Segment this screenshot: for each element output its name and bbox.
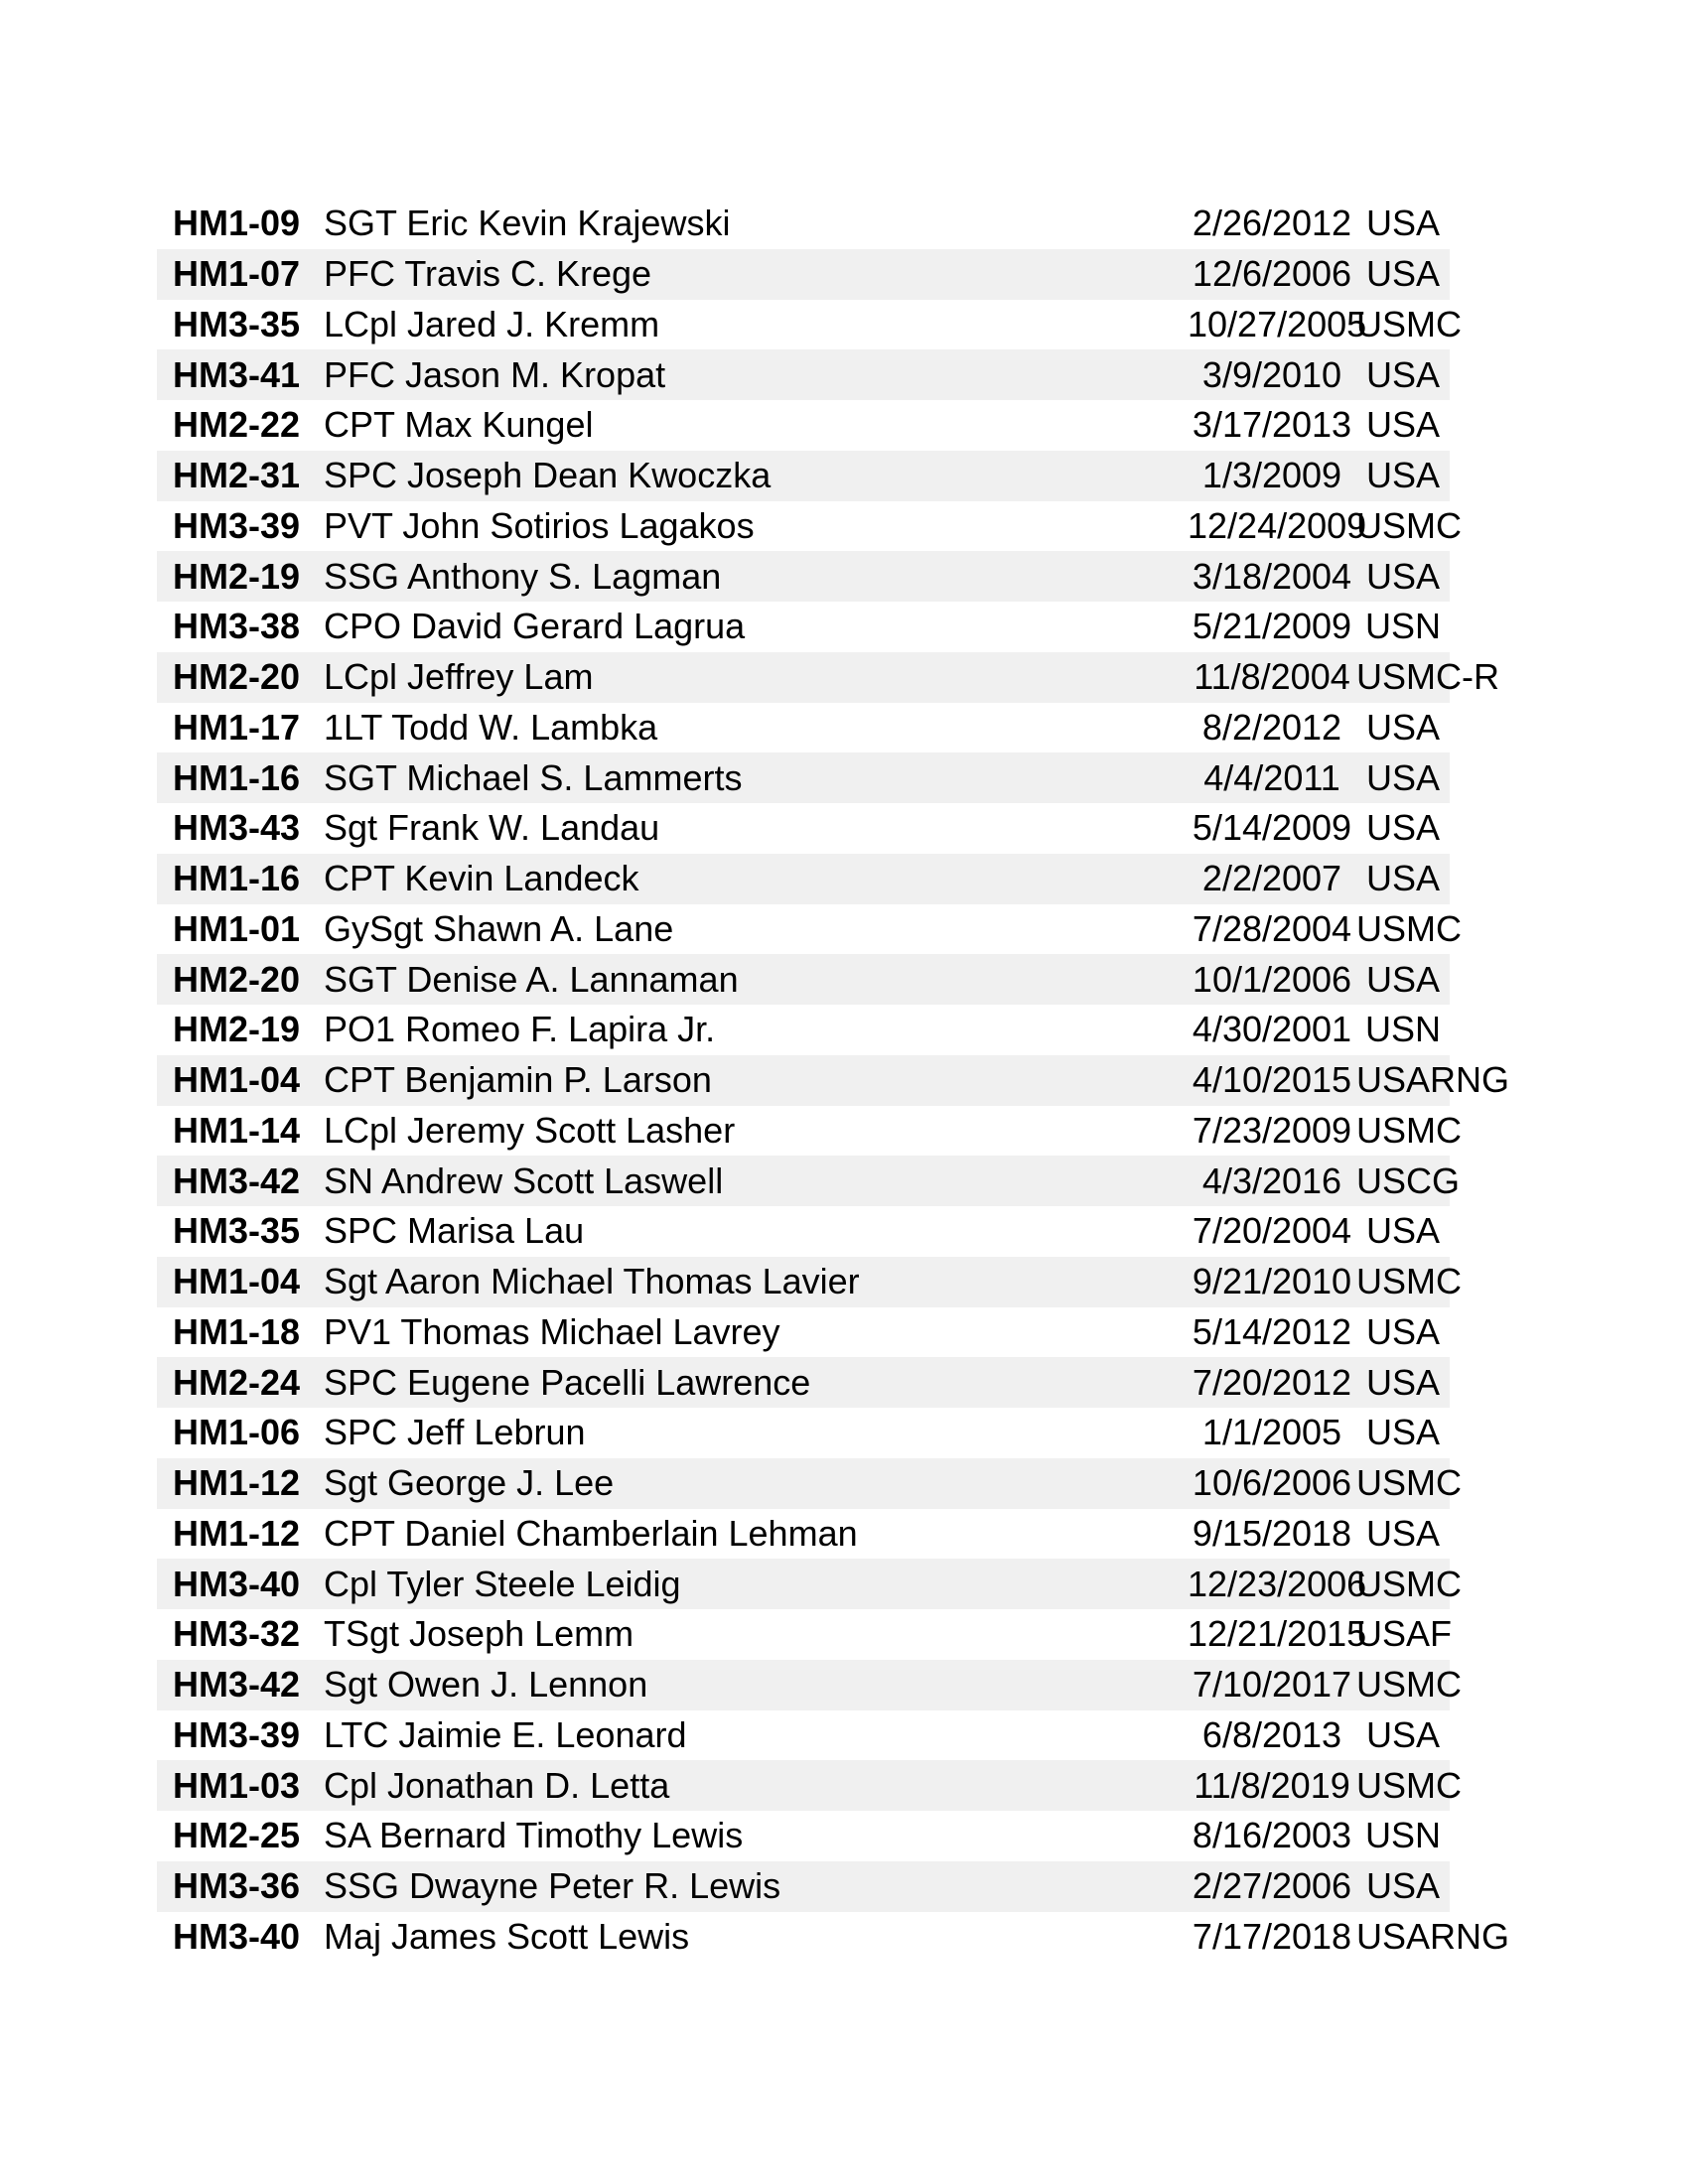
table-row bbox=[157, 602, 1450, 652]
service-member-name: CPT Benjamin P. Larson bbox=[324, 1059, 712, 1101]
date: 9/21/2010 bbox=[1192, 1261, 1352, 1302]
table-row bbox=[157, 451, 1450, 501]
branch: USA bbox=[1365, 353, 1441, 395]
panel-code: HM2-22 bbox=[173, 404, 301, 446]
table-row bbox=[157, 1106, 1462, 1157]
panel-code: HM2-25 bbox=[173, 1815, 301, 1856]
date: 5/21/2009 bbox=[1192, 606, 1352, 647]
branch: USA bbox=[1365, 404, 1441, 446]
table-row bbox=[157, 1005, 1450, 1055]
branch: USA bbox=[1365, 807, 1441, 849]
branch: USA bbox=[1365, 756, 1441, 798]
table-row bbox=[157, 1559, 1462, 1609]
table-row bbox=[157, 1609, 1453, 1660]
table-row bbox=[157, 1055, 1510, 1106]
service-member-name: Sgt Aaron Michael Thomas Lavier bbox=[324, 1261, 860, 1302]
date: 9/15/2018 bbox=[1192, 1512, 1352, 1554]
date: 1/1/2005 bbox=[1201, 1412, 1342, 1453]
panel-code: HM1-07 bbox=[173, 253, 301, 295]
service-member-name: Maj James Scott Lewis bbox=[324, 1915, 690, 1957]
panel-code: HM1-16 bbox=[173, 858, 301, 899]
service-member-name: SGT Eric Kevin Krajewski bbox=[324, 203, 731, 244]
panel-code: HM3-42 bbox=[173, 1160, 301, 1201]
date: 10/1/2006 bbox=[1192, 958, 1352, 1000]
service-member-name: SSG Dwayne Peter R. Lewis bbox=[324, 1865, 781, 1907]
date: 4/30/2001 bbox=[1192, 1009, 1352, 1050]
branch: USA bbox=[1365, 203, 1441, 244]
branch: USN bbox=[1364, 1815, 1441, 1856]
table-row bbox=[157, 1357, 1450, 1408]
table-row bbox=[157, 1257, 1462, 1307]
service-member-name: 1LT Todd W. Lambka bbox=[324, 706, 658, 748]
table-row bbox=[157, 1408, 1450, 1458]
service-member-name: PVT John Sotirios Lagakos bbox=[324, 504, 755, 546]
panel-code: HM2-19 bbox=[173, 555, 301, 597]
table-row bbox=[157, 551, 1450, 602]
branch: USA bbox=[1365, 455, 1441, 496]
date: 8/2/2012 bbox=[1201, 706, 1342, 748]
table-row bbox=[157, 249, 1450, 300]
branch: USA bbox=[1365, 958, 1441, 1000]
branch: USMC bbox=[1356, 1563, 1462, 1604]
table-row bbox=[157, 1458, 1462, 1509]
service-member-name: Cpl Tyler Steele Leidig bbox=[324, 1563, 681, 1604]
table-row bbox=[157, 854, 1450, 904]
date: 8/16/2003 bbox=[1192, 1815, 1352, 1856]
service-member-name: LTC Jaimie E. Leonard bbox=[324, 1713, 687, 1755]
branch: USMC bbox=[1356, 1462, 1462, 1504]
panel-code: HM2-24 bbox=[173, 1361, 301, 1403]
service-member-name: SN Andrew Scott Laswell bbox=[324, 1160, 724, 1201]
panel-code: HM3-35 bbox=[173, 303, 301, 344]
date: 12/6/2006 bbox=[1192, 253, 1352, 295]
table-row bbox=[157, 904, 1462, 955]
branch: USA bbox=[1365, 555, 1441, 597]
table-row bbox=[157, 1760, 1462, 1811]
date: 2/26/2012 bbox=[1192, 203, 1352, 244]
panel-code: HM1-17 bbox=[173, 706, 301, 748]
date: 7/28/2004 bbox=[1192, 907, 1352, 949]
service-member-name: SPC Joseph Dean Kwoczka bbox=[324, 455, 772, 496]
service-member-name: Sgt Frank W. Landau bbox=[324, 807, 660, 849]
panel-code: HM3-32 bbox=[173, 1613, 301, 1655]
table-row bbox=[157, 954, 1450, 1005]
branch: USA bbox=[1365, 858, 1441, 899]
table-row bbox=[157, 1811, 1450, 1861]
table-row bbox=[157, 1660, 1462, 1710]
table-row bbox=[157, 1912, 1510, 1963]
table-row bbox=[157, 300, 1462, 350]
service-member-name: SA Bernard Timothy Lewis bbox=[324, 1815, 744, 1856]
service-member-name: TSgt Joseph Lemm bbox=[324, 1613, 634, 1655]
panel-code: HM3-41 bbox=[173, 353, 301, 395]
branch: USA bbox=[1365, 1512, 1441, 1554]
panel-code: HM1-18 bbox=[173, 1310, 301, 1352]
table-row bbox=[157, 349, 1450, 400]
service-member-name: LCpl Jeffrey Lam bbox=[324, 656, 594, 698]
date: 4/4/2011 bbox=[1203, 756, 1340, 798]
branch: USA bbox=[1365, 1210, 1441, 1252]
table-row bbox=[157, 1307, 1450, 1358]
service-member-name: Sgt George J. Lee bbox=[324, 1462, 615, 1504]
panel-code: HM3-39 bbox=[173, 1713, 301, 1755]
branch: USMC bbox=[1356, 1109, 1462, 1151]
branch: USA bbox=[1365, 1865, 1441, 1907]
service-member-name: Cpl Jonathan D. Letta bbox=[324, 1764, 670, 1806]
table-row bbox=[157, 752, 1450, 803]
panel-code: HM3-36 bbox=[173, 1865, 301, 1907]
service-member-name: Sgt Owen J. Lennon bbox=[324, 1664, 648, 1706]
panel-code: HM1-09 bbox=[173, 203, 301, 244]
date: 7/10/2017 bbox=[1192, 1664, 1352, 1706]
date: 1/3/2009 bbox=[1201, 455, 1342, 496]
date: 12/21/2015 bbox=[1188, 1613, 1367, 1655]
branch: USA bbox=[1365, 1713, 1441, 1755]
branch: USN bbox=[1364, 1009, 1441, 1050]
panel-code: HM2-19 bbox=[173, 1009, 301, 1050]
branch: USN bbox=[1364, 606, 1441, 647]
branch: USARNG bbox=[1356, 1059, 1510, 1101]
date: 11/8/2004 bbox=[1194, 656, 1350, 698]
panel-code: HM3-38 bbox=[173, 606, 301, 647]
table-row bbox=[157, 1509, 1450, 1560]
date: 4/3/2016 bbox=[1201, 1160, 1342, 1201]
date: 7/23/2009 bbox=[1192, 1109, 1352, 1151]
table-row bbox=[157, 1710, 1450, 1761]
date: 3/18/2004 bbox=[1192, 555, 1352, 597]
service-member-name: LCpl Jeremy Scott Lasher bbox=[324, 1109, 736, 1151]
date: 10/27/2005 bbox=[1188, 303, 1367, 344]
panel-code: HM3-43 bbox=[173, 807, 301, 849]
service-member-name: SPC Eugene Pacelli Lawrence bbox=[324, 1361, 811, 1403]
date: 10/6/2006 bbox=[1192, 1462, 1352, 1504]
date: 7/17/2018 bbox=[1192, 1915, 1352, 1957]
service-member-name: PO1 Romeo F. Lapira Jr. bbox=[324, 1009, 716, 1050]
branch: USMC bbox=[1356, 1664, 1462, 1706]
panel-code: HM1-04 bbox=[173, 1261, 301, 1302]
service-member-name: SSG Anthony S. Lagman bbox=[324, 555, 722, 597]
branch: USMC bbox=[1356, 303, 1462, 344]
service-member-name: PFC Travis C. Krege bbox=[324, 253, 652, 295]
panel-code: HM1-12 bbox=[173, 1512, 301, 1554]
date: 4/10/2015 bbox=[1192, 1059, 1352, 1101]
table-row bbox=[157, 803, 1450, 854]
branch: USMC bbox=[1356, 504, 1462, 546]
table-row bbox=[157, 1206, 1450, 1257]
panel-code: HM1-03 bbox=[173, 1764, 301, 1806]
panel-code: HM3-35 bbox=[173, 1210, 301, 1252]
service-member-name: CPO David Gerard Lagrua bbox=[324, 606, 746, 647]
service-member-name: SGT Denise A. Lannaman bbox=[324, 958, 739, 1000]
date: 12/24/2009 bbox=[1188, 504, 1367, 546]
date: 12/23/2006 bbox=[1188, 1563, 1367, 1604]
service-member-name: LCpl Jared J. Kremm bbox=[324, 303, 660, 344]
panel-code: HM2-20 bbox=[173, 958, 301, 1000]
date: 11/8/2019 bbox=[1194, 1764, 1350, 1806]
date: 7/20/2004 bbox=[1192, 1210, 1352, 1252]
date: 2/2/2007 bbox=[1201, 858, 1342, 899]
service-member-name: CPT Daniel Chamberlain Lehman bbox=[324, 1512, 858, 1554]
service-member-name: PFC Jason M. Kropat bbox=[324, 353, 666, 395]
date: 5/14/2009 bbox=[1192, 807, 1352, 849]
panel-code: HM3-42 bbox=[173, 1664, 301, 1706]
service-member-name: CPT Max Kungel bbox=[324, 404, 594, 446]
date: 3/17/2013 bbox=[1192, 404, 1352, 446]
table-row bbox=[157, 501, 1462, 552]
table-row bbox=[157, 652, 1499, 703]
date: 7/20/2012 bbox=[1192, 1361, 1352, 1403]
service-member-name: PV1 Thomas Michael Lavrey bbox=[324, 1310, 780, 1352]
service-member-name: SGT Michael S. Lammerts bbox=[324, 756, 743, 798]
panel-code: HM3-39 bbox=[173, 504, 301, 546]
table-row bbox=[157, 400, 1450, 451]
branch: USARNG bbox=[1356, 1915, 1510, 1957]
panel-code: HM1-04 bbox=[173, 1059, 301, 1101]
panel-code: HM2-20 bbox=[173, 656, 301, 698]
service-member-name: GySgt Shawn A. Lane bbox=[324, 907, 674, 949]
date: 6/8/2013 bbox=[1201, 1713, 1342, 1755]
branch: USMC-R bbox=[1356, 656, 1499, 698]
panel-code: HM1-01 bbox=[173, 907, 301, 949]
date: 3/9/2010 bbox=[1201, 353, 1342, 395]
panel-code: HM3-40 bbox=[173, 1563, 301, 1604]
panel-code: HM3-40 bbox=[173, 1915, 301, 1957]
branch: USA bbox=[1365, 1310, 1441, 1352]
branch: USCG bbox=[1356, 1160, 1461, 1201]
service-member-name: SPC Jeff Lebrun bbox=[324, 1412, 586, 1453]
table-row bbox=[157, 1861, 1450, 1912]
table-row bbox=[157, 703, 1450, 753]
panel-code: HM2-31 bbox=[173, 455, 301, 496]
date: 2/27/2006 bbox=[1192, 1865, 1352, 1907]
panel-code: HM1-14 bbox=[173, 1109, 301, 1151]
service-member-name: CPT Kevin Landeck bbox=[324, 858, 639, 899]
panel-code: HM1-12 bbox=[173, 1462, 301, 1504]
table-row bbox=[157, 1156, 1461, 1206]
service-member-name: SPC Marisa Lau bbox=[324, 1210, 585, 1252]
branch: USA bbox=[1365, 1361, 1441, 1403]
branch: USA bbox=[1365, 706, 1441, 748]
branch: USA bbox=[1365, 1412, 1441, 1453]
branch: USMC bbox=[1356, 1764, 1462, 1806]
branch: USMC bbox=[1356, 1261, 1462, 1302]
branch: USAF bbox=[1356, 1613, 1453, 1655]
branch: USA bbox=[1365, 253, 1441, 295]
panel-code: HM1-06 bbox=[173, 1412, 301, 1453]
panel-code: HM1-16 bbox=[173, 756, 301, 798]
table-row bbox=[157, 199, 1450, 249]
roster-table bbox=[157, 199, 1510, 1962]
branch: USMC bbox=[1356, 907, 1462, 949]
date: 5/14/2012 bbox=[1192, 1310, 1352, 1352]
